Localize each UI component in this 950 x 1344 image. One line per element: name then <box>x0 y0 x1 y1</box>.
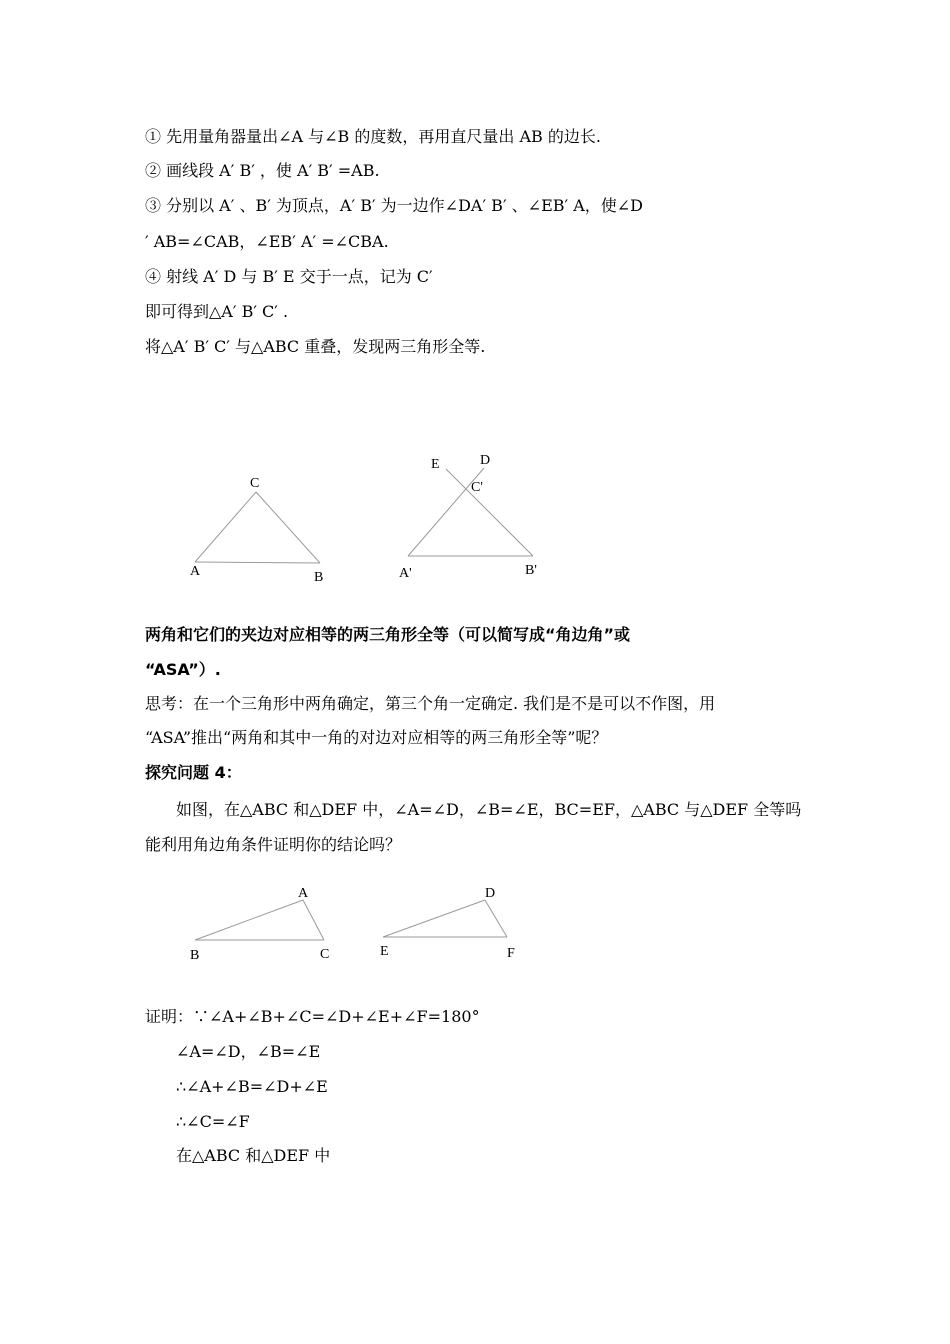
edge-CB <box>256 492 320 563</box>
thinking-line-2: “ASA”推出“两角和其中一角的对边对应相等的两三角形全等”呢？ <box>145 728 608 747</box>
step-4: ④ 射线 A′ D 与 B′ E 交于一点，记为 C′ <box>145 267 433 286</box>
step-3: ③ 分别以 A′ 、B′ 为顶点，A′ B′ 为一边作∠DA′ B′ 、∠EB′ A，使∠D <box>145 196 644 215</box>
proof-line-5: 在△ABC 和△DEF 中 <box>176 1146 331 1165</box>
proof-line-2: ∠A=∠D，∠B=∠E <box>176 1042 321 1061</box>
proof-line-1: 证明：∵∠A+∠B+∠C=∠D+∠E+∠F=180° <box>145 1007 480 1026</box>
problem-title: 探究问题 4： <box>145 763 242 782</box>
theorem-line-2: “ASA”）. <box>145 660 221 679</box>
label-A: A <box>190 564 201 579</box>
proof-line-3: ∴∠A+∠B=∠D+∠E <box>176 1077 328 1096</box>
label-A-prime: A' <box>399 566 412 581</box>
label-C-prime: C' <box>471 480 483 495</box>
label2-D: D <box>485 886 496 901</box>
label2-E: E <box>380 944 389 959</box>
edge2-ED <box>383 900 485 937</box>
step-3-continued: ′ AB=∠CAB，∠EB′ A′ =∠CBA. <box>145 232 389 251</box>
label-E: E <box>431 457 440 472</box>
step-2: ② 画线段 A′ B′ ，使 A′ B′ =AB. <box>145 161 380 180</box>
label2-B: B <box>190 948 200 963</box>
edge-AB <box>195 562 320 563</box>
problem-line-2: 能利用角边角条件证明你的结论吗？ <box>145 835 402 854</box>
label-D: D <box>480 453 491 468</box>
conclusion-line: 将△A′ B′ C′ 与△ABC 重叠，发现两三角形全等. <box>145 337 486 356</box>
label2-A: A <box>298 886 309 901</box>
step-1: ① 先用量角器量出∠A 与∠B 的度数，再用直尺量出 AB 的边长. <box>145 127 601 146</box>
ray-B2E <box>446 469 533 556</box>
label-C: C <box>250 476 260 491</box>
label2-C: C <box>320 947 330 962</box>
problem-line-1: 如图，在△ABC 和△DEF 中，∠A=∠D，∠B=∠E，BC=EF，△ABC 与△DEF 全等吗 <box>176 800 802 819</box>
thinking-line-1: 思考：在一个三角形中两角确定，第三个角一定确定. 我们是不是可以不作图，用 <box>145 694 716 713</box>
result-line: 即可得到△A′ B′ C′ . <box>145 302 289 321</box>
label-B: B <box>314 570 324 585</box>
label2-F: F <box>507 946 515 961</box>
label-B-prime: B' <box>525 563 537 578</box>
edge2-AC <box>303 900 324 940</box>
proof-line-4: ∴∠C=∠F <box>176 1112 250 1131</box>
theorem-line-1: 两角和它们的夹边对应相等的两三角形全等（可以简写成“角边角”或 <box>145 625 631 644</box>
edge2-BA <box>195 900 303 940</box>
edge-AC <box>195 492 256 562</box>
edge2-DF <box>485 900 507 937</box>
